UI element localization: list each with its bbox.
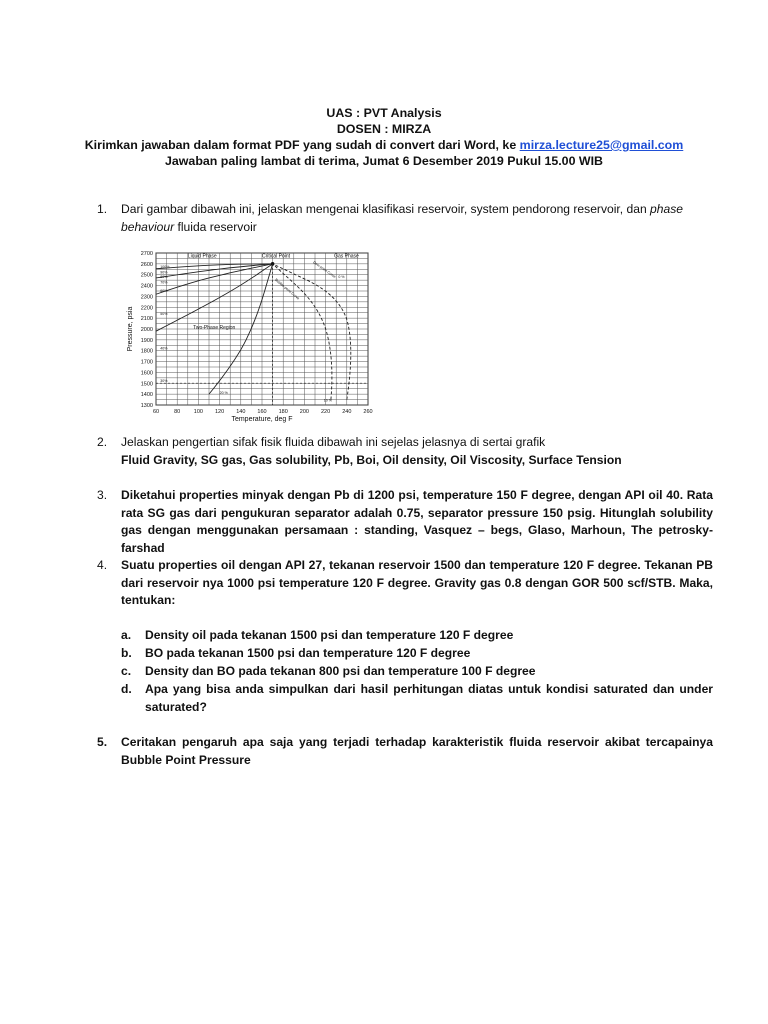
question-4-item-a — [121, 627, 713, 645]
y-tick-label: 1700 — [140, 359, 153, 366]
x-tick-label: 200 — [299, 409, 309, 415]
y-tick-label: 2100 — [140, 316, 153, 323]
question-text-part: Dari gambar dibawah ini, jelaskan mengenai klasifikasi reservoir, system pendorong reservoir, dan — [121, 202, 651, 216]
question-4 — [97, 557, 713, 610]
question-2 — [97, 434, 713, 469]
item-letter: a. — [121, 628, 132, 642]
annotation-label: Bubble-point Curve — [274, 277, 301, 301]
question-number: 4. — [97, 558, 108, 572]
annotation-label: 10 % — [323, 398, 332, 403]
item-text: Density dan BO pada tekanan 800 psi dan temperature 100 F degree — [145, 664, 536, 678]
x-tick-label: 120 — [215, 409, 225, 415]
x-tick-label: 80 — [174, 409, 181, 415]
phase-diagram — [120, 245, 376, 423]
annotation-label: 30% — [160, 379, 168, 384]
y-tick-label: 2400 — [140, 283, 153, 290]
annotation-label: 20 % — [219, 391, 228, 396]
annotation-label: 90% — [160, 270, 168, 275]
question-4-item-b — [121, 645, 713, 663]
annotation-label: 100% — [160, 265, 170, 270]
question-text-part: fluida reservoir — [174, 219, 257, 234]
y-tick-label: 1500 — [140, 381, 153, 388]
question-text: Suatu properties oil dengan API 27, tekanan reservoir 1500 dan temperature 120 F degree. Tekanan PB dari reservoir nya 1000 psi temperature 120 F degree. Gravity gas 0.8 dengan GOR 500 scf/STB. Maka, tentukan: — [121, 558, 713, 608]
annotation-label: Critical Point — [262, 253, 291, 260]
x-tick-label: 100 — [193, 409, 203, 415]
question-text — [121, 201, 713, 236]
question-1 — [97, 201, 713, 236]
item-text: Apa yang bisa anda simpulkan dari hasil perhitungan diatas untuk kondisi saturated dan under saturated? — [145, 682, 713, 714]
x-axis-label: Temperature, deg F — [231, 416, 293, 423]
item-text: BO pada tekanan 1500 psi dan temperature 120 F degree — [145, 646, 471, 660]
x-tick-label: 260 — [363, 409, 373, 415]
question-4-item-d — [121, 681, 713, 716]
item-letter: d. — [121, 682, 132, 696]
y-tick-label: 1400 — [140, 392, 153, 399]
question-number: 2. — [97, 435, 108, 449]
question-3 — [97, 487, 713, 557]
question-text: Ceritakan pengaruh apa saja yang terjadi terhadap karakteristik fluida reservoir akibat tercapainya Bubble Point Pressure — [121, 735, 713, 767]
y-tick-label: 2700 — [140, 251, 153, 257]
submission-instruction — [0, 137, 768, 154]
item-letter: b. — [121, 646, 132, 660]
y-tick-label: 1800 — [140, 348, 153, 355]
submission-instruction-text: Kirimkan jawaban dalam format PDF yang sudah di convert dari Word, ke — [84, 138, 520, 152]
y-tick-label: 2000 — [140, 327, 153, 333]
x-tick-label: 140 — [236, 409, 246, 415]
x-tick-label: 220 — [321, 409, 331, 415]
question-number: 5. — [97, 735, 108, 749]
y-tick-label: 2200 — [140, 305, 153, 312]
annotation-label: 40% — [160, 346, 168, 351]
item-text: Density oil pada tekanan 1500 psi dan temperature 120 F degree — [145, 628, 514, 642]
y-axis-label: Pressure, psia — [127, 306, 134, 352]
question-5 — [97, 734, 713, 769]
exam-title: UAS : PVT Analysis — [326, 106, 442, 120]
annotation-label: Two-Phase Region — [193, 325, 236, 331]
annotation-label: Gas Phase — [334, 253, 359, 260]
y-tick-label: 2500 — [140, 272, 153, 279]
item-letter: c. — [121, 664, 132, 678]
question-text: Jelaskan pengertian sifak fisik fluida dibawah ini sejelas jelasnya di sertai grafik — [121, 435, 546, 449]
annotation-label: Liquid Phase — [187, 253, 217, 260]
deadline: Jawaban paling lambat di terima, Jumat 6 Desember 2019 Pukul 15.00 WIB — [165, 154, 603, 168]
annotation-label: 60% — [160, 289, 168, 294]
y-tick-label: 1900 — [140, 337, 153, 344]
y-tick-label: 1600 — [140, 370, 153, 377]
annotation-label: 70% — [160, 280, 168, 285]
y-tick-label: 1300 — [140, 403, 153, 409]
question-number: 1. — [97, 202, 108, 216]
annotation-label: 80% — [160, 274, 168, 279]
x-tick-label: 60 — [152, 409, 160, 415]
question-properties-list: Fluid Gravity, SG gas, Gas solubility, Pb, Boi, Oil density, Oil Viscosity, Surface Tension — [121, 452, 622, 467]
x-tick-label: 240 — [342, 409, 352, 415]
lecturer-name: DOSEN : MIRZA — [336, 122, 432, 136]
question-4-item-c — [121, 663, 713, 681]
question-italic-text: phase behaviour — [121, 202, 683, 234]
y-tick-label: 2300 — [140, 294, 153, 301]
annotation-label: 50% — [160, 311, 168, 316]
phase-diagram-svg — [120, 245, 376, 423]
email-link[interactable]: mirza.lecture25@gmail.com — [519, 138, 684, 152]
x-tick-label: 180 — [278, 409, 288, 415]
y-tick-label: 2600 — [140, 261, 153, 268]
x-tick-label: 160 — [257, 409, 267, 415]
annotation-label: Dew-point Curve — [312, 260, 337, 279]
question-number: 3. — [97, 488, 108, 502]
question-text: Diketahui properties minyak dengan Pb di 1200 psi, temperature 150 F degree, dengan API oil 40. Rata rata SG gas dari pengukuran separator adalah 0.75, separator pressure 150 psig. Hitunglah solubility gas dengan menggunakan persamaan : standing, Vasquez – begs, Glaso, Marhoun, The petrosky-farshad — [121, 488, 713, 555]
annotation-label: 0 % — [338, 274, 345, 279]
